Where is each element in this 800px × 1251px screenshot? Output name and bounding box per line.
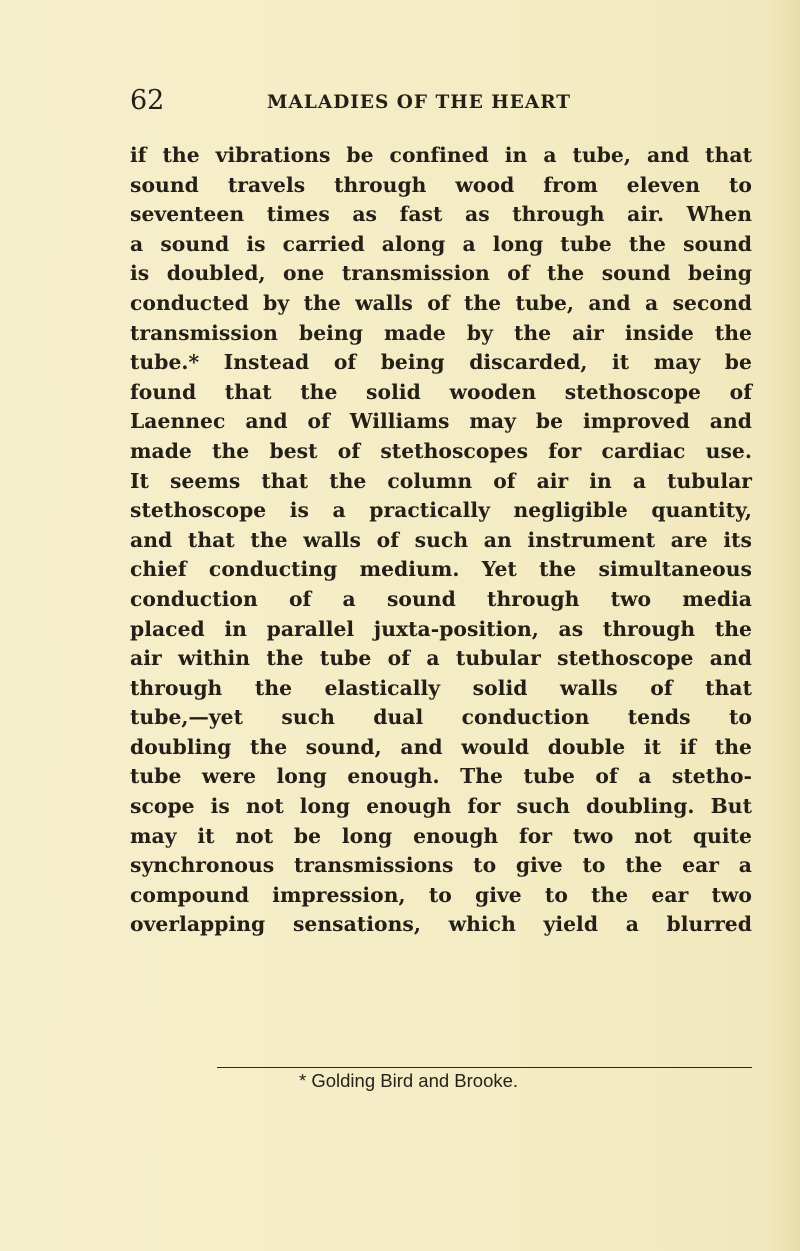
- text-line: seventeen times as fast as through air. When: [130, 202, 752, 227]
- text-line: tube were long enough. The tube of a stetho-: [130, 764, 752, 789]
- text-line: It seems that the column of air in a tubular: [130, 468, 752, 493]
- text-line: Laennec and of Williams may be improved and: [130, 409, 752, 434]
- text-line: and that the walls of such an instrument are its: [130, 527, 752, 552]
- text-line: conducted by the walls of the tube, and a second: [130, 290, 752, 315]
- text-line: placed in parallel juxta-position, as through the: [130, 616, 752, 641]
- footnote: * Golding Bird and Brooke.: [299, 1070, 519, 1091]
- page-number: 62: [130, 85, 165, 116]
- text-line: air within the tube of a tubular stethoscope and: [130, 646, 752, 671]
- text-line: tube,—yet such dual conduction tends to: [130, 705, 752, 730]
- text-line: tube.* Instead of being discarded, it may be: [130, 350, 752, 375]
- text-line: if the vibrations be confined in a tube, and that: [130, 143, 752, 167]
- text-line: compound impression, to give to the ear two: [130, 882, 752, 907]
- text-line: transmission being made by the air inside the: [130, 320, 752, 345]
- text-line: doubling the sound, and would double it if the: [130, 734, 752, 759]
- text-line: found that the solid wooden stethoscope of: [130, 379, 752, 404]
- text-line: sound travels through wood from eleven to: [130, 172, 752, 197]
- text-line: synchronous transmissions to give to the ear a: [130, 853, 752, 878]
- text-line: through the elastically solid walls of that: [130, 675, 752, 700]
- text-line: made the best of stethoscopes for cardiac use.: [130, 438, 752, 463]
- text-line: a sound is carried along a long tube the sound: [130, 231, 752, 256]
- text-line: may it not be long enough for two not quite: [130, 823, 752, 848]
- text-line: conduction of a sound through two media: [130, 586, 752, 611]
- body-text: [130, 141, 752, 940]
- text-line: scope is not long enough for such doubling. But: [130, 794, 752, 819]
- text-line: chief conducting medium. Yet the simultaneous: [130, 557, 752, 582]
- running-title: MALADIES OF THE HEART: [267, 92, 572, 113]
- page-header: [130, 84, 750, 124]
- text-line: is doubled, one transmission of the sound being: [130, 261, 752, 286]
- text-line: stethoscope is a practically negligible quantity,: [130, 498, 752, 523]
- text-line: overlapping sensations, which yield a blurred: [130, 912, 752, 937]
